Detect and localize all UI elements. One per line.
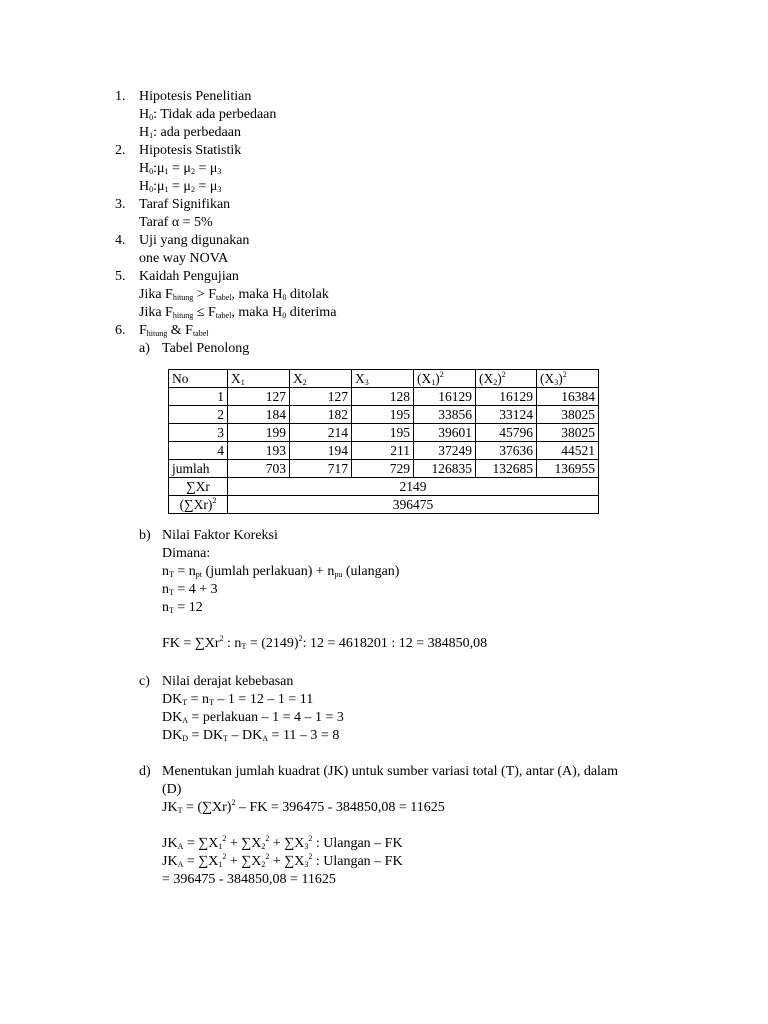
table-cell: 194 [290, 442, 352, 460]
table-cell: 128 [352, 388, 414, 406]
h1-penelitian: $H_1$: ada perbedaan [139, 125, 241, 140]
nt-definition: $n_T = n_{pt}$ (jumlah perlakuan) + $n_{pu}$ (ulangan) [162, 564, 400, 579]
table-row-sum-xr-squared [169, 496, 599, 514]
h0-penelitian: $H_0$: Tidak ada perbedaan [139, 107, 277, 122]
table-cell: 16384 [537, 388, 599, 406]
item-number-4: 4. [115, 233, 126, 248]
table-cell: 195 [352, 406, 414, 424]
table-cell: 182 [290, 406, 352, 424]
table-cell: 38025 [537, 424, 599, 442]
header-x2-squared: $(X_2)^2$ [476, 370, 537, 388]
jk-total: $JK_T = (\sum Xr)^2$ – FK = 396475 - 384850,08 = 11625 [162, 798, 445, 815]
table-cell: 16129 [476, 388, 537, 406]
header-no: No [169, 370, 228, 388]
header-x1: $X_1$ [228, 370, 290, 388]
jk-antar-result: = 396475 - 384850,08 = 11625 [162, 872, 336, 887]
heading-hipotesis-penelitian: Hipotesis Penelitian [139, 89, 252, 104]
table-cell: 37636 [476, 442, 537, 460]
taraf-alpha: Taraf α = 5% [139, 215, 213, 230]
table-cell: 4 [169, 442, 228, 460]
table-cell: 136955 [537, 460, 599, 478]
table-cell: 211 [352, 442, 414, 460]
statistik-h0-line-1: $H_0:\mu_1 = \mu_2 = \mu_3$ [139, 161, 222, 176]
table-cell: 33124 [476, 406, 537, 424]
heading-uji: Uji yang digunakan [139, 233, 250, 248]
statistik-h0-line-2: $H_0:\mu_1 = \mu_2 = \mu_3$ [139, 179, 222, 194]
table-cell: 38025 [537, 406, 599, 424]
sub-label-c: c) [139, 674, 150, 689]
dk-antar: $DK_A$ = perlakuan – 1 = 4 – 1 = 3 [162, 710, 344, 725]
item-number-2: 2. [115, 143, 126, 158]
table-cell: 127 [290, 388, 352, 406]
kaidah-rule-ditolak: Jika $F_{hitung} > F_{tabel}$, maka $H_0$ ditolak [139, 287, 329, 302]
table-cell: 16129 [414, 388, 476, 406]
table-cell: 703 [228, 460, 290, 478]
dk-total: $DK_T = n_T - 1 = 12 - 1 = 11$ [162, 692, 314, 707]
sub-label-d: d) [139, 764, 151, 779]
jk-antar-line-1: $JK_A = \sum X_1^2 + \sum X_2^2 + \sum X_3^2$ : Ulangan – FK [162, 834, 403, 851]
item-number-5: 5. [115, 269, 126, 284]
table-cell: 2 [169, 406, 228, 424]
sum-xr-label: ∑Xr [169, 478, 228, 496]
table-cell: 127 [228, 388, 290, 406]
sub-label-b: b) [139, 528, 151, 543]
heading-tabel-penolong: Tabel Penolong [162, 341, 250, 356]
table-cell: 717 [290, 460, 352, 478]
table-row-sum-xr [169, 478, 599, 496]
jk-antar-line-2: $JK_A = \sum X_1^2 + \sum X_2^2 + \sum X_3^2$ : Ulangan – FK [162, 852, 403, 869]
header-x2: $X_2$ [290, 370, 352, 388]
table-cell: 195 [352, 424, 414, 442]
table-cell: 132685 [476, 460, 537, 478]
table-cell: 126835 [414, 460, 476, 478]
table-cell: 199 [228, 424, 290, 442]
table-cell: 33856 [414, 406, 476, 424]
table-row-jumlah [169, 460, 599, 478]
sum-xr-value: 2149 [228, 478, 599, 496]
tabel-penolong [168, 369, 599, 514]
sum-xr-squared-label: $(\sum Xr)^2$ [169, 496, 228, 514]
heading-f-hitung-tabel: $F_{hitung}$ & $F_{tabel}$ [139, 323, 209, 338]
table-cell: 184 [228, 406, 290, 424]
item-number-3: 3. [115, 197, 126, 212]
table-cell: 45796 [476, 424, 537, 442]
table-row [169, 424, 599, 442]
fk-formula: FK = $\sum Xr^2$ : $n_T = (2149)^2$: 12 = 4618201 : 12 = 384850,08 [162, 634, 488, 651]
table-row [169, 388, 599, 406]
item-number-6: 6. [115, 323, 126, 338]
table-row [169, 442, 599, 460]
table-cell: 3 [169, 424, 228, 442]
table-cell: 44521 [537, 442, 599, 460]
table-cell: jumlah [169, 460, 228, 478]
header-x3-squared: $(X_3)^2$ [537, 370, 599, 388]
header-x1-squared: $(X_1)^2$ [414, 370, 476, 388]
table-cell: 37249 [414, 442, 476, 460]
heading-faktor-koreksi: Nilai Faktor Koreksi [162, 528, 278, 543]
kaidah-rule-diterima: Jika $F_{hitung} \le F_{tabel}$, maka $H_0$ diterima [139, 305, 337, 320]
dimana-label: Dimana: [162, 546, 211, 561]
sum-xr-squared-value: 396475 [228, 496, 599, 514]
sub-label-a: a) [139, 341, 150, 356]
table-cell: 193 [228, 442, 290, 460]
table-header-row [169, 370, 599, 388]
table-row [169, 406, 599, 424]
table-cell: 1 [169, 388, 228, 406]
heading-kaidah-pengujian: Kaidah Pengujian [139, 269, 239, 284]
heading-taraf-signifikan: Taraf Signifikan [139, 197, 231, 212]
nt-sum: $n_T = 4 + 3$ [162, 582, 218, 597]
table-cell: 214 [290, 424, 352, 442]
heading-jumlah-kuadrat-cont: (D) [162, 782, 182, 797]
nt-result: $n_T = 12$ [162, 600, 203, 615]
table-cell: 729 [352, 460, 414, 478]
heading-derajat-kebebasan: Nilai derajat kebebasan [162, 674, 294, 689]
uji-value: one way NOVA [139, 251, 229, 266]
table-cell: 39601 [414, 424, 476, 442]
item-number-1: 1. [115, 89, 126, 104]
dk-dalam: $DK_D = DK_T - DK_A = 11 - 3 = 8$ [162, 728, 340, 743]
heading-hipotesis-statistik: Hipotesis Statistik [139, 143, 242, 158]
heading-jumlah-kuadrat: Menentukan jumlah kuadrat (JK) untuk sumber variasi total (T), antar (A), dalam [162, 764, 619, 779]
header-x3: $X_3$ [352, 370, 414, 388]
